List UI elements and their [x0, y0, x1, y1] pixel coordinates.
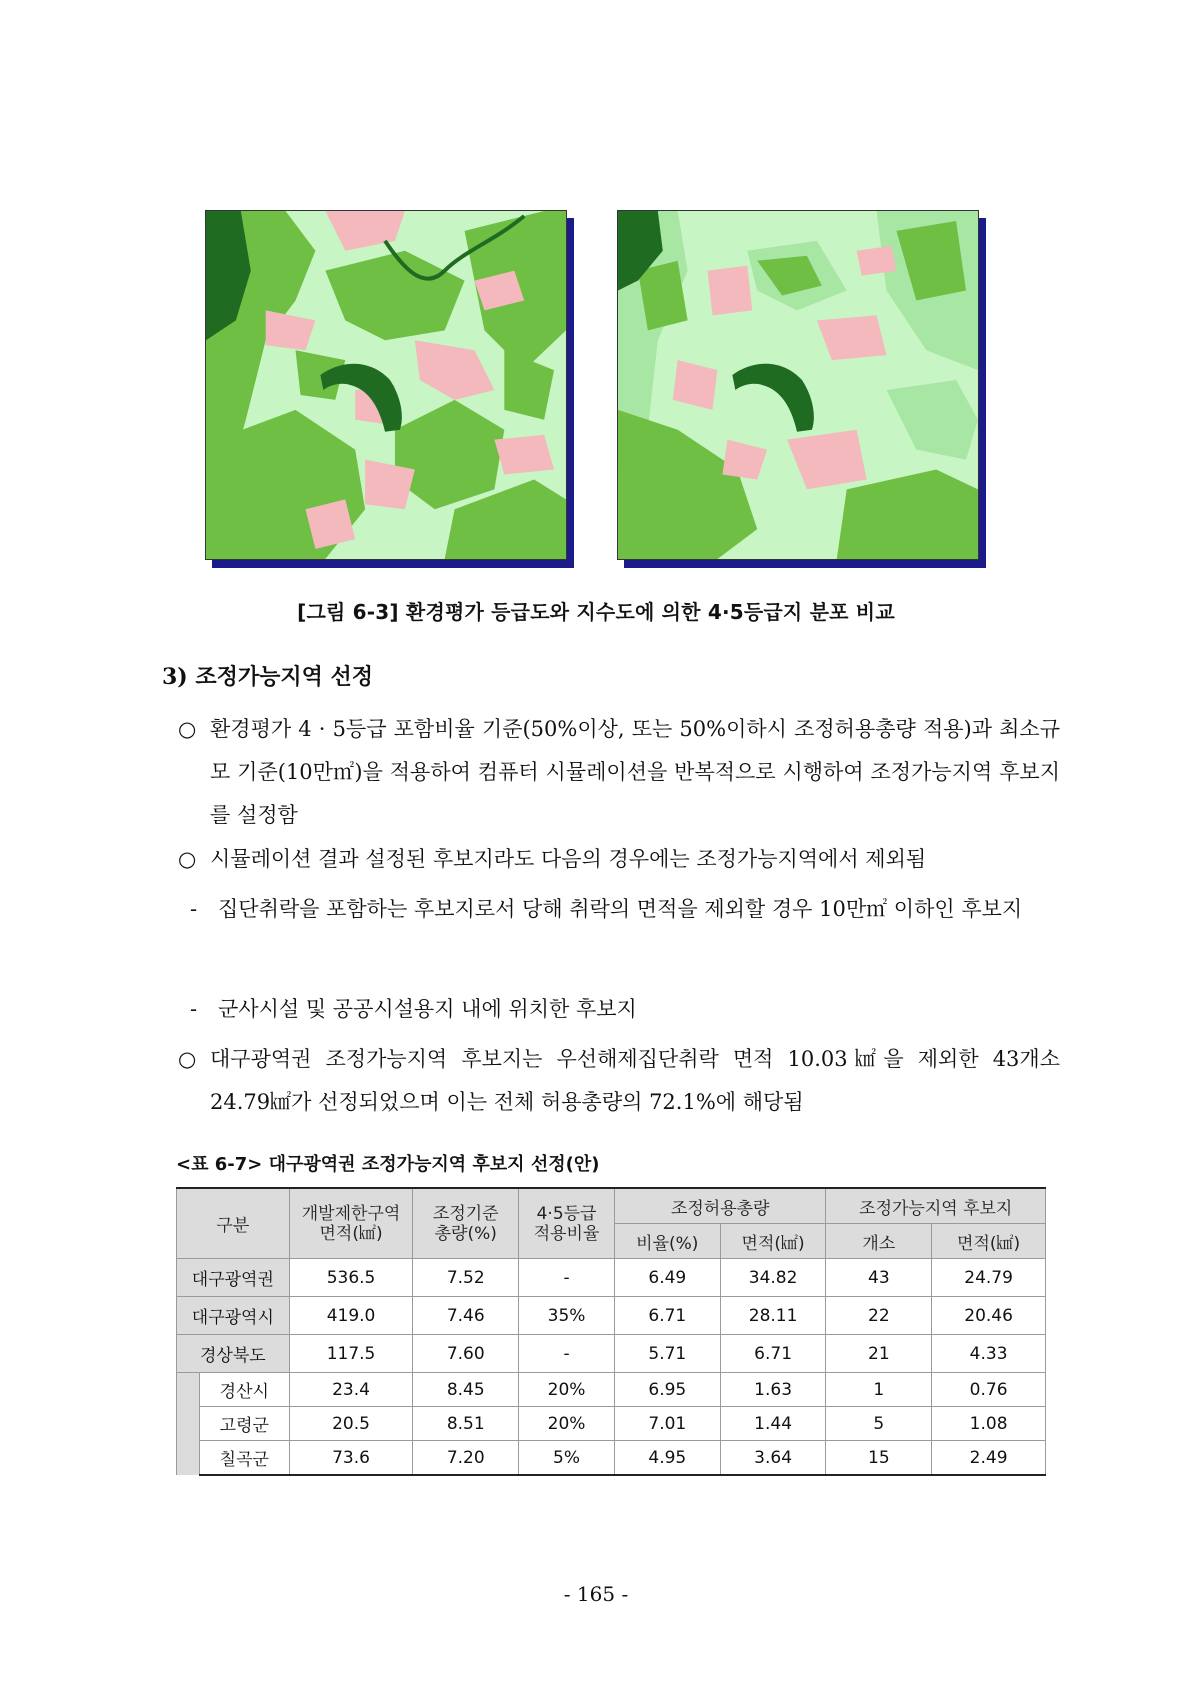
header-area-line1: 개발제한구역 [301, 1203, 401, 1224]
row-name: 경상북도 [177, 1335, 290, 1373]
cell-allow-area: 28.11 [720, 1297, 826, 1335]
figure-caption: [그림 6-3] 환경평가 등급도와 지수도에 의한 4·5등급지 분포 비교 [297, 600, 895, 624]
row-name: 대구광역시 [177, 1297, 290, 1335]
cell-adjust: 7.20 [413, 1441, 519, 1476]
header-gubun: 구분 [177, 1188, 290, 1259]
cell-grade: 20% [519, 1407, 615, 1441]
header-area [289, 1188, 413, 1259]
cell-area: 23.4 [289, 1373, 413, 1407]
row-name: 고령군 [199, 1407, 289, 1441]
cell-allow-area: 6.71 [720, 1335, 826, 1373]
dash-item-settlement [190, 888, 1060, 931]
header-candidate-count: 개소 [826, 1224, 932, 1259]
paragraph-text: 환경평가 4 · 5등급 포함비율 기준(50%이상, 또는 50%이하시 조정허용총량 적용)과 최소규모 기준(10만㎡)을 적용하여 컴퓨터 시뮬레이션을 반복적으로 시행하여 조정가능지역 후보지를 설정함 [210, 717, 1060, 827]
header-grade-line2: 적용비율 [533, 1223, 600, 1244]
cell-candidate-area: 4.33 [932, 1335, 1046, 1373]
section-title: 3) 조정가능지역 선정 [162, 664, 374, 690]
header-allow-ratio: 비율(%) [614, 1224, 720, 1259]
cell-allow-area: 34.82 [720, 1259, 826, 1297]
paragraph-text: 시뮬레이션 결과 설정된 후보지라도 다음의 경우에는 조정가능지역에서 제외됨 [210, 847, 927, 871]
cell-grade: 20% [519, 1373, 615, 1407]
cell-count: 43 [826, 1259, 932, 1297]
cell-adjust: 7.46 [413, 1297, 519, 1335]
header-candidate-area: 면적(㎢) [932, 1224, 1046, 1259]
cell-area: 20.5 [289, 1407, 413, 1441]
paragraph-text: 대구광역권 조정가능지역 후보지는 우선해제집단취락 면적 10.03㎢을 제외한 43개소 24.79㎢가 선정되었으며 이는 전체 허용총량의 72.1%에 해당됨 [210, 1047, 1060, 1114]
header-candidate-group: 조정가능지역 후보지 [826, 1188, 1046, 1224]
dash-bullet: - [190, 897, 198, 921]
cell-count: 5 [826, 1407, 932, 1441]
header-grade-line1: 4·5등급 [536, 1203, 597, 1224]
paragraph-exclusion [178, 838, 1060, 881]
header-adjust-line2: 총량(%) [434, 1223, 497, 1244]
header-adjust [413, 1188, 519, 1259]
cell-candidate-area: 20.46 [932, 1297, 1046, 1335]
dash-item-text: 집단취락을 포함하는 후보지로서 당해 취락의 면적을 제외할 경우 10만㎡ 이하인 후보지 [218, 897, 1023, 921]
cell-candidate-area: 1.08 [932, 1407, 1046, 1441]
cell-allow-area: 1.63 [720, 1373, 826, 1407]
cell-grade: 5% [519, 1441, 615, 1476]
circle-bullet: ○ [178, 1047, 197, 1071]
dash-bullet: - [190, 997, 198, 1021]
table-row [177, 1335, 1046, 1373]
cell-allow-area: 3.64 [720, 1441, 826, 1476]
header-grade [519, 1188, 615, 1259]
header-adjust-line1: 조정기준 [432, 1203, 499, 1224]
row-name: 경산시 [199, 1373, 289, 1407]
cell-ratio: 6.49 [614, 1259, 720, 1297]
cell-area: 73.6 [289, 1441, 413, 1476]
table-row [177, 1297, 1046, 1335]
cell-count: 22 [826, 1297, 932, 1335]
index-map-image [617, 210, 979, 560]
cell-allow-area: 1.44 [720, 1407, 826, 1441]
circle-bullet: ○ [178, 717, 197, 741]
paragraph-criteria [178, 708, 1060, 837]
dash-item-text: 군사시설 및 공공시설용지 내에 위치한 후보지 [218, 997, 637, 1021]
table-row [177, 1441, 1046, 1476]
row-name: 칠곡군 [199, 1441, 289, 1476]
row-name: 대구광역권 [177, 1259, 290, 1297]
grade-map-figure [205, 210, 575, 570]
cell-adjust: 7.60 [413, 1335, 519, 1373]
table-title: <표 6-7> 대구광역권 조정가능지역 후보지 선정(안) [176, 1154, 600, 1175]
cell-grade: - [519, 1259, 615, 1297]
cell-count: 21 [826, 1335, 932, 1373]
indent-spacer [177, 1373, 200, 1476]
cell-adjust: 8.51 [413, 1407, 519, 1441]
cell-candidate-area: 24.79 [932, 1259, 1046, 1297]
cell-area: 536.5 [289, 1259, 413, 1297]
cell-ratio: 4.95 [614, 1441, 720, 1476]
paragraph-result [178, 1038, 1060, 1124]
dash-item-military [190, 988, 1060, 1031]
cell-ratio: 5.71 [614, 1335, 720, 1373]
candidate-table [176, 1187, 1046, 1476]
header-allow-group: 조정허용총량 [614, 1188, 826, 1224]
cell-area: 419.0 [289, 1297, 413, 1335]
cell-ratio: 6.95 [614, 1373, 720, 1407]
cell-grade: - [519, 1335, 615, 1373]
cell-candidate-area: 0.76 [932, 1373, 1046, 1407]
header-allow-area: 면적(㎢) [720, 1224, 826, 1259]
table-row [177, 1373, 1046, 1407]
page-number: - 165 - [563, 1582, 629, 1606]
grade-map-image [205, 210, 567, 560]
table-row [177, 1407, 1046, 1441]
cell-adjust: 7.52 [413, 1259, 519, 1297]
header-area-line2: 면적(㎢) [319, 1223, 383, 1244]
cell-ratio: 7.01 [614, 1407, 720, 1441]
circle-bullet: ○ [178, 847, 197, 871]
cell-grade: 35% [519, 1297, 615, 1335]
index-map-figure [617, 210, 987, 570]
cell-count: 1 [826, 1373, 932, 1407]
cell-adjust: 8.45 [413, 1373, 519, 1407]
cell-ratio: 6.71 [614, 1297, 720, 1335]
table-row [177, 1259, 1046, 1297]
cell-area: 117.5 [289, 1335, 413, 1373]
cell-candidate-area: 2.49 [932, 1441, 1046, 1476]
cell-count: 15 [826, 1441, 932, 1476]
